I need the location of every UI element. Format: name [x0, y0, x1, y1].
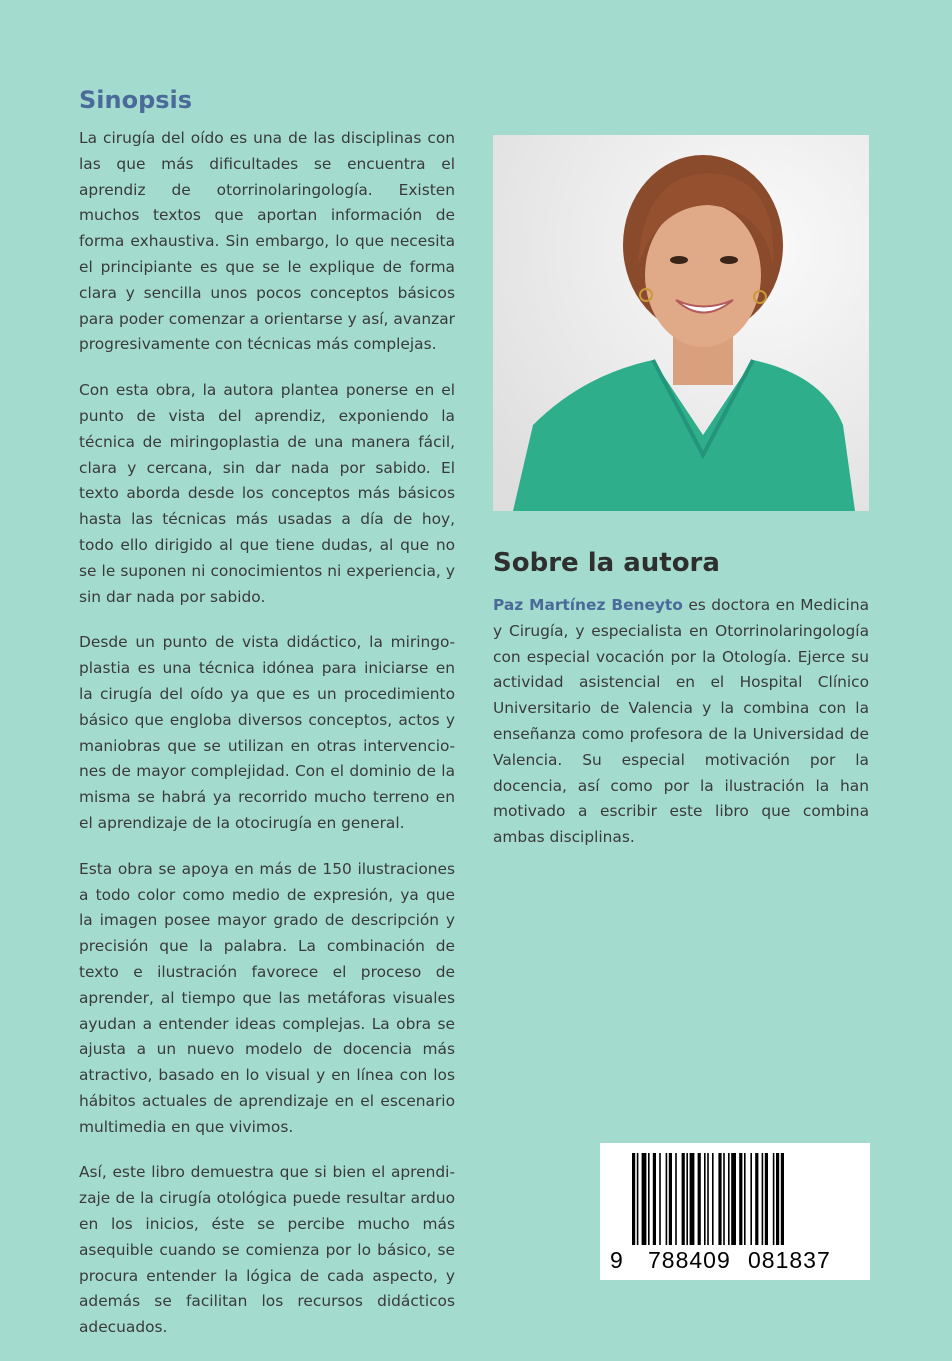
barcode-bar: [731, 1153, 736, 1245]
author-photo: [493, 135, 869, 511]
barcode-bar: [648, 1153, 650, 1245]
barcode-bar: [755, 1153, 758, 1245]
barcode-bar: [659, 1153, 661, 1245]
barcode-bar: [682, 1153, 685, 1245]
synopsis-title: Sinopsis: [79, 86, 193, 114]
barcode-bar: [776, 1153, 779, 1245]
barcode-bar: [712, 1153, 714, 1245]
author-name: Paz Martínez Beneyto: [493, 596, 683, 614]
barcode-bar: [666, 1153, 668, 1245]
isbn-left-group: 788409: [648, 1247, 731, 1273]
barcode-bar: [675, 1153, 677, 1245]
barcode-bar: [744, 1153, 746, 1245]
barcode-bar: [642, 1153, 647, 1245]
barcode-bar: [728, 1153, 730, 1245]
barcode-bar: [750, 1153, 752, 1245]
barcode-bar: [762, 1153, 764, 1245]
synopsis-paragraph: Desde un punto de vista didáctico, la miringoplastia es una técnica idónea para iniciarse en la cirugía del oído ya que es un procedimiento básico que engloba diversos conceptos, actos y maniobras que se utilizan en otras intervenciones de mayor complejidad. Con el dominio de la misma se habrá ya recorrido mucho terreno en el aprendizaje de la otocirugía en general.: [79, 633, 455, 832]
synopsis-section: [79, 84, 455, 1361]
barcode-bar: [686, 1153, 688, 1245]
barcode-bar: [690, 1153, 695, 1245]
barcode-bar: [653, 1153, 656, 1245]
barcode-bar: [698, 1153, 701, 1245]
barcode-bar: [704, 1153, 706, 1245]
author-heading: Sobre la autora: [493, 548, 720, 578]
barcode-bar: [765, 1153, 768, 1245]
barcode-bar: [773, 1153, 775, 1245]
author-bio: [493, 593, 869, 851]
synopsis-paragraph: Esta obra se apoya en más de 150 ilustraciones a todo color como medio de expresión, ya que la imagen posee mayor grado de descripción y precisión que la palabra. La combinación de texto e ilustración favorece el proceso de aprender, al tiempo que las metáforas visuales ayudan a entender ideas complejas. La obra se ajusta a un nuevo modelo de docencia más atractivo, basado en lo visual y en línea con los hábitos actuales de aprendizaje en el escenario multimedia en que vivimos.: [79, 859, 455, 1136]
author-bio-text: es doctora en Medicina y Cirugía, y especialista en Otorrinolaringología con especial vocación por la Otología. Ejerce su actividad asistencial en el Hospital Clínico Universitario de Valencia y la combina con la enseñanza como profesora de la Universidad de Valencia. Su especial motivación por la docencia, así como por la ilustración la han motivado a escribir este libro que combina ambas disciplinas.: [493, 596, 869, 847]
synopsis-paragraph: Así, este libro demuestra que si bien el aprendizaje de la cirugía otológica puede resultar arduo en los inicios, éste se percibe mucho más asequible cuando se comienza por lo básico, se procura entender la lógica de cada aspecto, y además se facilitan los recursos didácticos adecuados.: [79, 1163, 455, 1337]
barcode-bar: [637, 1153, 639, 1245]
synopsis-paragraph: Con esta obra, la autora plantea ponerse en el punto de vista del aprendiz, exponiendo la técnica de miringoplastia de una manera fácil, clara y cercana, sin dar nada por sabido. El texto aborda desde los conceptos más básicos hasta las técnicas más usadas a día de hoy, todo ello dirigido al que tiene dudas, al que no se le suponen ni conocimientos ni experiencia, y sin dar nada por sabido.: [79, 381, 455, 606]
barcode-bar: [781, 1153, 784, 1245]
barcode-bar: [707, 1153, 709, 1245]
isbn-barcode: [600, 1143, 870, 1280]
isbn-right-group: 081837: [748, 1247, 831, 1273]
barcode-bars: [630, 1153, 860, 1251]
barcode-bar: [718, 1153, 721, 1245]
barcode-bar: [669, 1153, 672, 1245]
barcode-bar: [632, 1153, 635, 1245]
isbn-first-digit: 9: [610, 1247, 624, 1273]
synopsis-paragraph: La cirugía del oído es una de las disciplinas con las que más dificultades se encuentra el aprendiz de otorrinolaringología. Existen muchos textos que aportan información de forma exhaustiva. Sin embargo, lo que necesita el principiante es que se le explique de forma clara y sencilla unos pocos conceptos básicos para poder comenzar a orientarse y así, avanzar progresivamente con técnicas más complejas.: [79, 129, 455, 354]
barcode-bar: [723, 1153, 725, 1245]
barcode-bar: [739, 1153, 742, 1245]
